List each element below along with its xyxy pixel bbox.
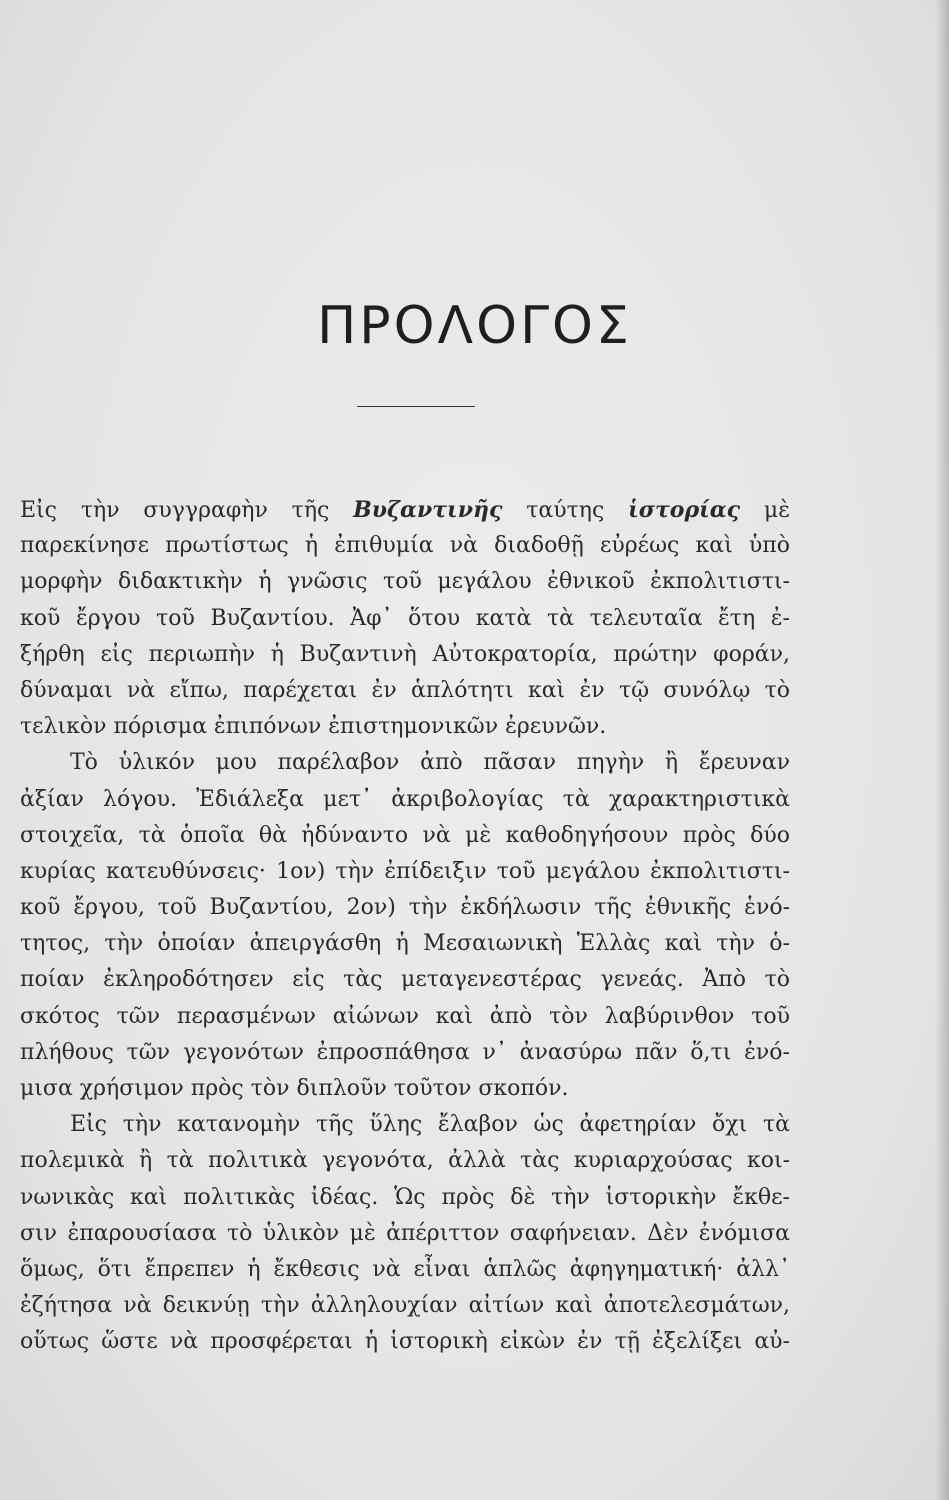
text-segment: τητος, τὴν ὁποίαν ἀπειργάσθη ἡ Μεσαιωνικὴ Ἑλλὰς καὶ τὴν ὁ- (20, 931, 790, 957)
paragraph (20, 745, 790, 1107)
text-line (20, 1071, 790, 1107)
paragraph (20, 1107, 790, 1360)
text-line (20, 818, 790, 854)
paragraph (20, 492, 790, 745)
text-segment: τελικὸν πόρισμα ἐπιπόνων ἐπιστημονικῶν ἐρευνῶν. (20, 714, 607, 740)
text-line (20, 601, 790, 637)
text-line (20, 962, 790, 998)
text-segment: οὕτως ὥστε νὰ προσφέρεται ἡ ἱστορικὴ εἰκὼν ἐν τῇ ἐξελίξει αὐ- (20, 1329, 790, 1355)
text-line (20, 890, 790, 926)
text-line (20, 1252, 790, 1288)
title-rule (357, 406, 475, 407)
text-segment: ἀξίαν λόγου. Ἐδιάλεξα μετ᾽ ἀκριβολογίας τὰ χαρακτηριστικὰ (20, 786, 790, 812)
text-line (20, 745, 790, 781)
emphasized-text: ἱστορίας (628, 497, 741, 523)
text-segment: στοιχεῖα, τὰ ὁποῖα θὰ ἠδύναντο νὰ μὲ καθοδηγήσουν πρὸς δύο (20, 822, 790, 848)
page-edge-shadow (935, 0, 949, 1500)
text-segment: σιν ἐπαρουσίασα τὸ ὑλικὸν μὲ ἀπέριττον σαφήνειαν. Δὲν ἐνόμισα (20, 1220, 790, 1246)
text-segment: πολεμικὰ ἢ τὰ πολιτικὰ γεγονότα, ἀλλὰ τὰς κυριαρχούσας κοι- (20, 1148, 790, 1174)
text-segment: δύναμαι νὰ εἴπω, παρέχεται ἐν ἁπλότητι καὶ ἐν τῷ συνόλῳ τὸ (20, 677, 790, 703)
text-line (20, 926, 790, 962)
text-line (20, 637, 790, 673)
text-line (20, 709, 790, 745)
text-segment: κοῦ ἔργου, τοῦ Βυζαντίου, 2ον) τὴν ἐκδήλωσιν τῆς ἐθνικῆς ἑνό- (20, 895, 790, 921)
text-line (20, 528, 790, 564)
text-segment: Εἰς τὴν κατανομὴν τῆς ὕλης ἔλαβον ὡς ἀφετηρίαν ὄχι τὰ (70, 1112, 790, 1138)
text-segment: ποίαν ἐκληροδότησεν εἰς τὰς μεταγενεστέρας γενεάς. Ἀπὸ τὸ (20, 967, 790, 993)
text-line (20, 782, 790, 818)
text-segment: Εἰς τὴν συγγραφὴν τῆς (20, 498, 354, 523)
text-segment: ξήρθη εἰς περιωπὴν ἡ Βυζαντινὴ Αὐτοκρατορία, πρώτην φοράν, (20, 641, 790, 667)
text-line (20, 673, 790, 709)
text-segment: ταύτης (502, 498, 629, 523)
text-segment: νωνικὰς καὶ πολιτικὰς ἰδέας. Ὡς πρὸς δὲ τὴν ἱστορικὴν ἔκθε- (20, 1184, 790, 1210)
text-line (20, 1035, 790, 1071)
text-line (20, 1143, 790, 1179)
text-line (20, 1324, 790, 1360)
emphasized-text: Βυζαντινῆς (353, 497, 503, 523)
text-line (20, 1288, 790, 1324)
text-segment: Τὸ ὑλικόν μου παρέλαβον ἀπὸ πᾶσαν πηγὴν ἢ ἔρευναν (70, 750, 790, 776)
text-line (20, 492, 790, 528)
text-line (20, 1107, 790, 1143)
text-line (20, 854, 790, 890)
text-line (20, 999, 790, 1035)
text-line (20, 1180, 790, 1216)
text-segment: πλήθους τῶν γεγονότων ἐπροσπάθησα ν᾽ ἀνασύρω πᾶν ὅ,τι ἐνό- (20, 1039, 790, 1065)
text-segment: ὅμως, ὅτι ἔπρεπεν ἡ ἔκθεσις νὰ εἶναι ἁπλῶς ἀφηγηματική· ἀλλ᾽ (20, 1256, 790, 1282)
text-segment: μὲ (740, 498, 790, 523)
page-title: ΠΡΟΛΟΓΟΣ (317, 296, 632, 356)
text-segment: κοῦ ἔργου τοῦ Βυζαντίου. Ἀφ᾽ ὅτου κατὰ τὰ τελευταῖα ἔτη ἐ- (20, 605, 790, 631)
text-line (20, 1216, 790, 1252)
body-text (20, 492, 790, 1361)
text-segment: σκότος τῶν περασμένων αἰώνων καὶ ἀπὸ τὸν λαβύρινθον τοῦ (20, 1003, 790, 1029)
text-segment: παρεκίνησε πρωτίστως ἡ ἐπιθυμία νὰ διαδοθῇ εὐρέως καὶ ὑπὸ (20, 533, 790, 559)
text-segment: μορφὴν διδακτικὴν ἡ γνῶσις τοῦ μεγάλου ἐθνικοῦ ἐκπολιτιστι- (20, 569, 790, 595)
text-segment: μισα χρήσιμον πρὸς τὸν διπλοῦν τοῦτον σκοπόν. (20, 1076, 569, 1101)
text-segment: ἐζήτησα νὰ δεικνύῃ τὴν ἀλληλουχίαν αἰτίων καὶ ἀποτελεσμάτων, (20, 1293, 790, 1319)
text-line (20, 564, 790, 600)
text-segment: κυρίας κατευθύνσεις· 1ον) τὴν ἐπίδειξιν τοῦ μεγάλου ἐκπολιτιστι- (20, 858, 790, 884)
